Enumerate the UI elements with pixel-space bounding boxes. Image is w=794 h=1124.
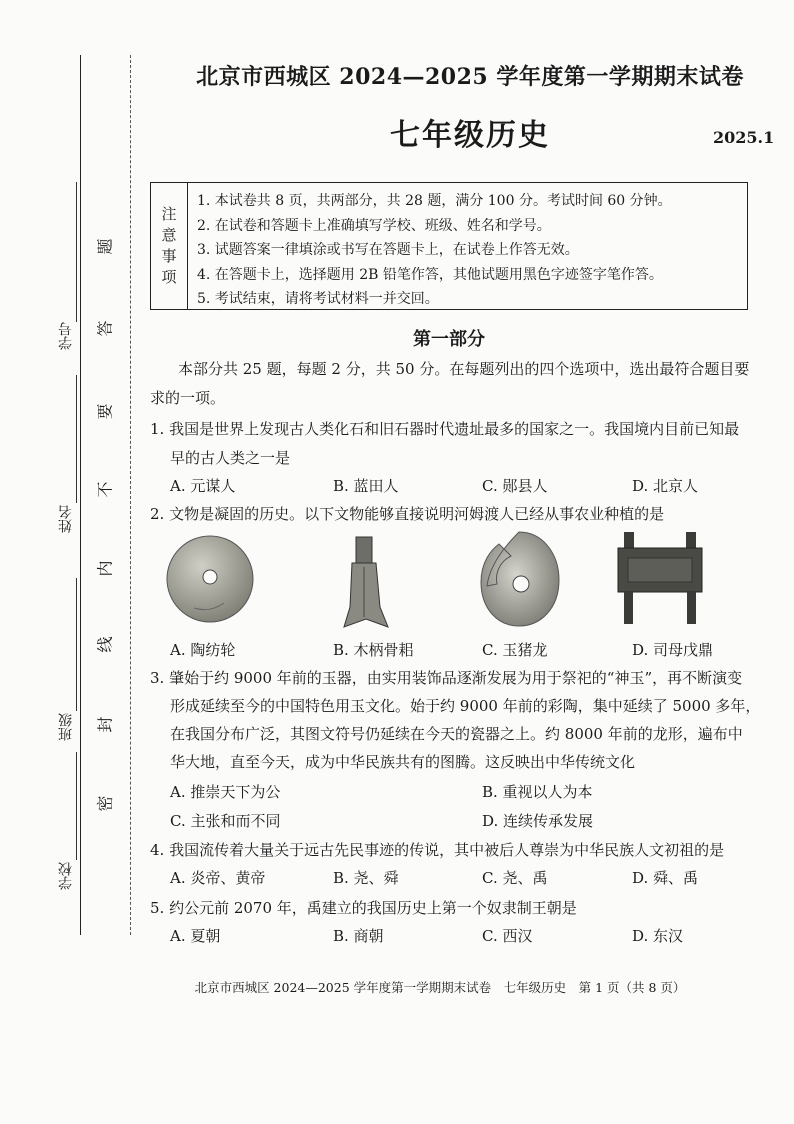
q5-option-b: B. 商朝 <box>333 927 384 945</box>
notice-label: 注 意 事 项 <box>151 183 188 309</box>
seal-char: 封 <box>95 716 115 733</box>
jade-pig-dragon-image <box>477 528 563 630</box>
seal-char: 题 <box>95 238 115 255</box>
class-label: 班级 <box>58 713 74 741</box>
name-label: 姓名 <box>58 505 74 533</box>
q1-stem: 1. 我国是世界上发现古人类化石和旧石器时代遗址最多的国家之一。我国境内目前已知最 <box>150 420 740 438</box>
q5-option-c: C. 西汉 <box>482 927 533 945</box>
pottery-spindle-whorl-image <box>164 533 256 625</box>
q1-option-d: D. 北京人 <box>632 477 699 495</box>
notice-item: 4. 在答题卡上，选择题用 2B 铅笔作答，其他试题用黑色字迹签字笔作答。 <box>197 266 663 283</box>
q1-stem-cont: 早的古人类之一是 <box>170 449 291 467</box>
notice-item: 3. 试题答案一律填涂或书写在答题卡上，在试卷上作答无效。 <box>197 242 579 258</box>
q5-stem: 5. 约公元前 2070 年，禹建立的我国历史上第一个奴隶制王朝是 <box>150 899 577 917</box>
class-blank[interactable] <box>76 578 77 711</box>
q3-option-d: D. 连续传承发展 <box>482 812 594 830</box>
q3-stem: 3. 肇始于约 9000 年前的玉器，由实用装饰品逐渐发展为用于祭祀的“神玉”，再不断演变 <box>150 669 743 687</box>
q1-option-b: B. 蓝田人 <box>333 477 399 495</box>
q5-option-a: A. 夏朝 <box>170 927 221 945</box>
q3-option-c: C. 主张和而不同 <box>170 812 281 830</box>
q5-option-d: D. 东汉 <box>632 927 684 945</box>
q1-option-a: A. 元谋人 <box>170 477 236 495</box>
part1-intro: 本部分共 25 题，每题 2 分，共 50 分。在每题列出的四个选项中，选出最符合题目要 <box>178 360 750 378</box>
q2-option-b: B. 木柄骨耜 <box>333 641 414 659</box>
binding-line <box>80 55 81 935</box>
q4-option-a: A. 炎帝、黄帝 <box>170 869 266 887</box>
seal-char: 不 <box>95 481 115 498</box>
exam-date: 2025.1 <box>713 128 775 147</box>
seal-char: 要 <box>95 403 115 420</box>
q4-option-d: D. 舜、禹 <box>632 869 699 887</box>
name-blank[interactable] <box>76 375 77 503</box>
notice-item: 2. 在试卷和答题卡上准确填写学校、班级、姓名和学号。 <box>197 217 551 234</box>
notice-item: 5. 考试结束，请将考试材料一并交回。 <box>197 291 439 307</box>
student-id-label: 学号 <box>58 322 74 350</box>
exam-title: 北京市西城区 2024—2025 学年度第一学期期末试卷 <box>196 64 744 90</box>
q4-option-b: B. 尧、舜 <box>333 869 399 887</box>
q3-stem-cont: 形成延续至今的中国特色用玉文化。始于约 9000 年前的彩陶，集中延续了 5000 多年， <box>170 697 761 715</box>
q2-option-c: C. 玉猪龙 <box>482 641 548 659</box>
q3-option-b: B. 重视以人为本 <box>482 783 593 801</box>
q2-option-d: D. 司母戊鼎 <box>632 641 714 659</box>
q3-option-a: A. 推崇天下为公 <box>170 783 281 801</box>
q4-stem: 4. 我国流传着大量关于远古先民事迹的传说，其中被后人尊崇为中华民族人文初祖的是 <box>150 841 725 859</box>
part1-title: 第一部分 <box>413 329 485 350</box>
page-footer: 北京市西城区 2024—2025 学年度第一学期期末试卷 七年级历史 第 1 页（共 8 页） <box>194 980 686 995</box>
q1-option-c: C. 郧县人 <box>482 477 548 495</box>
wooden-handle-bone-spade-image <box>338 533 390 629</box>
school-blank[interactable] <box>76 752 77 860</box>
q2-stem: 2. 文物是凝固的历史。以下文物能够直接说明河姆渡人已经从事农业种植的是 <box>150 505 665 523</box>
student-id-blank[interactable] <box>76 182 77 322</box>
q3-stem-cont: 华大地，直至今天，成为中华民族共有的图腾。这反映出中华传统文化 <box>170 753 636 771</box>
school-label: 学校 <box>58 862 74 890</box>
q4-option-c: C. 尧、禹 <box>482 869 548 887</box>
seal-char: 线 <box>95 636 115 653</box>
subject-title: 七年级历史 <box>390 118 550 153</box>
part1-intro-cont: 求的一项。 <box>150 389 226 407</box>
q2-option-a: A. 陶纺轮 <box>170 641 236 659</box>
seal-char: 内 <box>95 560 115 577</box>
seal-char: 密 <box>95 795 115 812</box>
seal-char: 答 <box>95 320 115 337</box>
notice-items <box>197 189 743 312</box>
seal-dashed-line <box>130 55 131 935</box>
notice-item: 1. 本试卷共 8 页，共两部分，共 28 题，满分 100 分。考试时间 60 分钟。 <box>197 193 672 209</box>
notice-box <box>150 182 748 310</box>
q3-stem-cont: 在我国分布广泛，其图文符号仍延续在今天的瓷器之上。约 8000 年前的龙形，遍布中 <box>170 725 743 743</box>
simuwu-ding-image <box>614 530 706 626</box>
